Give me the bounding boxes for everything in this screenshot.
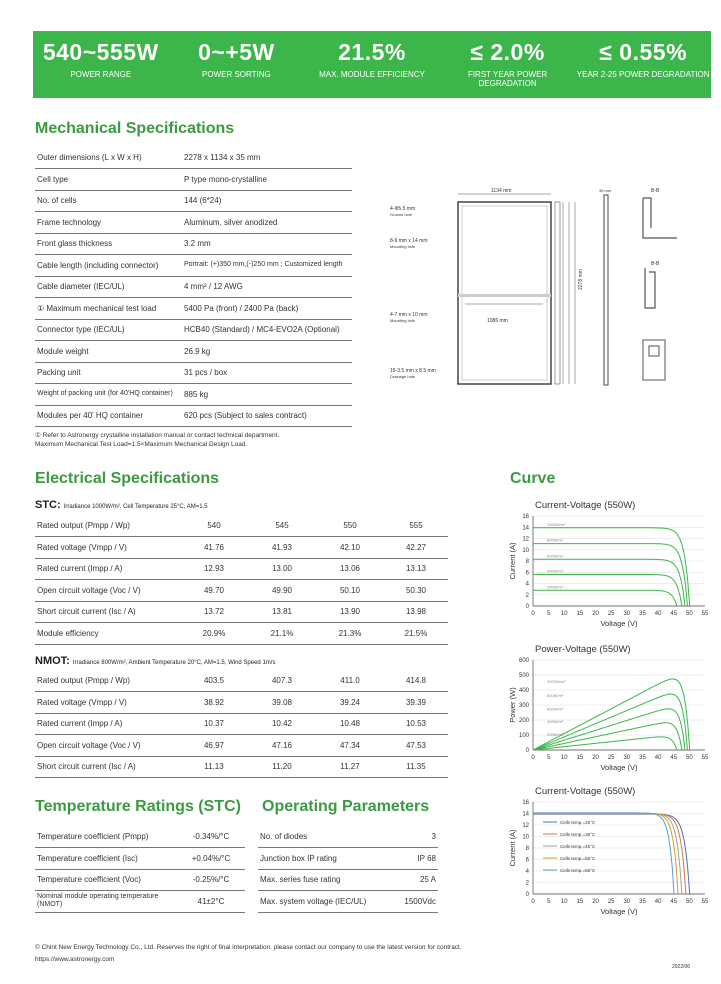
- table-cell: -0.25%/°C: [177, 869, 245, 891]
- table-cell: 25 A: [388, 869, 438, 891]
- y-tick-label: 8: [525, 559, 529, 565]
- y-tick-label: 12: [522, 823, 529, 829]
- section-a-label: B-B: [651, 188, 660, 194]
- table-cell: 13.06: [316, 558, 384, 580]
- table-cell: Open circuit voltage (Voc / V): [35, 580, 180, 602]
- banner-label: YEAR 2-25 POWER DEGRADATION: [576, 70, 710, 79]
- table-cell: 13.13: [384, 558, 448, 580]
- x-axis-label: Voltage (V): [600, 763, 638, 772]
- y-axis-label: Current (A): [508, 829, 517, 867]
- y-tick-label: 2: [525, 880, 529, 887]
- table-cell: Rated voltage (Vmpp / V): [35, 537, 180, 559]
- y-tick-label: 4: [525, 869, 529, 875]
- nmot-conditions: Irradiance 800W/m², Ambient Temperature 20°C, AM=1.5, Wind Speed 1m/s: [72, 660, 276, 666]
- x-tick-label: 0: [531, 899, 535, 905]
- table-cell: 47.34: [316, 735, 384, 757]
- x-tick-label: 50: [686, 755, 693, 761]
- y-tick-label: 10: [522, 834, 529, 841]
- y-tick-label: 400: [518, 688, 529, 694]
- series-line: [533, 814, 682, 895]
- table-cell: 11.13: [180, 756, 248, 778]
- table-cell: 545: [248, 515, 316, 537]
- table-row: [35, 298, 352, 320]
- mount-hole-label-1: Mounting hole: [390, 244, 416, 249]
- table-cell: 403.5: [180, 670, 248, 692]
- legend-label: Cells temp.=25°C: [560, 820, 596, 825]
- table-cell: Max. system voltage (IEC/UL): [258, 891, 388, 913]
- width-dim: 1134 mm: [491, 188, 512, 194]
- table-cell: Rated voltage (Vmpp / V): [35, 692, 180, 714]
- table-row: [35, 558, 448, 580]
- section-b-label: B-B: [651, 261, 660, 267]
- table-row: [35, 692, 448, 714]
- table-cell: Module efficiency: [35, 623, 180, 645]
- table-cell: 38.92: [180, 692, 248, 714]
- table-row: [35, 212, 352, 234]
- table-cell: 411.0: [316, 670, 384, 692]
- table-row: [35, 515, 448, 537]
- mount-hole-dim-2: 4-7 mm x 10 mm: [390, 312, 428, 318]
- table-cell: 4 mm² / 12 AWG: [182, 276, 352, 298]
- stc-table: [35, 515, 448, 645]
- series-label: 1000W/m²: [547, 679, 566, 685]
- x-tick-label: 20: [592, 611, 599, 617]
- series-label: 800W/m²: [547, 693, 564, 699]
- table-cell: Temperature coefficient (Pmpp): [35, 826, 177, 848]
- table-row: [35, 601, 448, 623]
- table-cell: Module weight: [35, 341, 182, 363]
- table-cell: 39.39: [384, 692, 448, 714]
- legend-label: Cells temp.=65°C: [560, 868, 596, 873]
- banner-label: MAX. MODULE EFFICIENCY: [319, 70, 425, 79]
- mech-note: [35, 431, 279, 449]
- table-cell: 41.76: [180, 537, 248, 559]
- x-tick-label: 55: [701, 755, 709, 761]
- table-cell: 13.00: [248, 558, 316, 580]
- x-tick-label: 30: [623, 755, 631, 761]
- table-row: [35, 341, 352, 363]
- chart-title: Power-Voltage (550W): [535, 644, 631, 655]
- table-row: [35, 713, 448, 735]
- nmot-table: [35, 670, 448, 778]
- y-axis-label: Current (A): [508, 542, 517, 580]
- inner-dim: 1086 mm: [487, 318, 508, 324]
- table-row: [35, 190, 352, 212]
- table-cell: 42.27: [384, 537, 448, 559]
- y-tick-label: 16: [522, 514, 529, 520]
- table-row: [35, 756, 448, 778]
- mechanical-title: Mechanical Specifications: [35, 120, 235, 137]
- table-cell: No. of cells: [35, 190, 182, 212]
- banner-cell: [575, 31, 711, 98]
- series-label: 1000W/m²: [547, 521, 566, 527]
- series-line: [533, 813, 678, 894]
- table-cell: Short circuit current (Isc / A): [35, 756, 180, 778]
- series-line: [533, 559, 685, 606]
- table-cell: Rated current (Impp / A): [35, 558, 180, 580]
- table-row: [35, 362, 352, 384]
- table-row: [35, 670, 448, 692]
- x-tick-label: 40: [654, 899, 662, 905]
- table-cell: 13.72: [180, 601, 248, 623]
- stc-conditions: Irradiance 1000W/m², Cell Temperature 25°C, AM=1.5: [63, 504, 208, 510]
- y-tick-label: 14: [522, 811, 529, 818]
- table-cell: 46.97: [180, 735, 248, 757]
- x-tick-label: 15: [576, 611, 584, 617]
- table-cell: 42.10: [316, 537, 384, 559]
- y-tick-label: 6: [525, 570, 529, 577]
- table-cell: Nominal module operating temperature (NMOT): [35, 891, 177, 913]
- doc-code: 2022/06: [672, 964, 691, 970]
- table-cell: No. of diodes: [258, 826, 388, 848]
- temperature-title: Temperature Ratings (STC): [35, 798, 241, 815]
- table-cell: 11.27: [316, 756, 384, 778]
- banner-label: POWER SORTING: [202, 70, 271, 79]
- table-cell: 10.48: [316, 713, 384, 735]
- table-cell: Cable length (including connector): [35, 255, 182, 277]
- x-tick-label: 25: [607, 899, 615, 905]
- table-cell: 1500Vdc: [388, 891, 438, 913]
- y-tick-label: 4: [525, 581, 529, 588]
- chart-title: Current-Voltage (550W): [535, 500, 636, 511]
- table-cell: 47.53: [384, 735, 448, 757]
- operating-table: [258, 826, 438, 913]
- x-tick-label: 50: [686, 899, 693, 905]
- series-line: [533, 709, 685, 750]
- banner-label: FIRST YEAR POWER DEGRADATION: [467, 70, 548, 88]
- table-cell: Modules per 40' HQ container: [35, 405, 182, 427]
- x-tick-label: 0: [531, 611, 535, 617]
- table-cell: 31 pcs / box: [182, 362, 352, 384]
- table-row: [35, 735, 448, 757]
- table-cell: 885 kg: [182, 384, 352, 406]
- series-line: [533, 814, 686, 894]
- x-tick-label: 45: [670, 899, 678, 905]
- series-label: 200W/m²: [547, 584, 564, 590]
- table-cell: 3: [388, 826, 438, 848]
- table-cell: Frame technology: [35, 212, 182, 234]
- table-row: [35, 233, 352, 255]
- table-cell: 47.16: [248, 735, 316, 757]
- banner-value: 0~+5W: [198, 39, 275, 65]
- table-cell: 49.90: [248, 580, 316, 602]
- x-tick-label: 0: [531, 755, 535, 761]
- website-link[interactable]: https://www.astronergy.com: [35, 956, 115, 963]
- y-tick-label: 8: [525, 846, 529, 852]
- table-cell: 21.5%: [384, 623, 448, 645]
- x-tick-label: 50: [686, 611, 693, 617]
- table-cell: Cable diameter (IEC/UL): [35, 276, 182, 298]
- electrical-title: Electrical Specifications: [35, 470, 220, 487]
- table-cell: Temperature coefficient (Voc): [35, 869, 177, 891]
- x-tick-label: 35: [639, 611, 646, 617]
- stc-label: STC:: [35, 499, 61, 511]
- mount-hole-dim-1: 8-9 mm x 14 mm: [390, 238, 428, 244]
- x-tick-label: 45: [670, 611, 678, 617]
- x-tick-label: 55: [701, 899, 709, 905]
- y-tick-label: 0: [525, 748, 529, 754]
- table-cell: 39.24: [316, 692, 384, 714]
- table-cell: Weight of packing unit (for 40'HQ container): [35, 384, 182, 406]
- table-row: [258, 826, 438, 848]
- series-label: 400W/m²: [547, 568, 564, 574]
- table-cell: Outer dimensions (L x W x H): [35, 147, 182, 169]
- drain-hole-dim: 16-3.5 mm x 8.5 mm: [390, 368, 436, 374]
- x-axis-label: Voltage (V): [600, 619, 638, 628]
- table-cell: 540: [180, 515, 248, 537]
- operating-title: Operating Parameters: [262, 798, 430, 815]
- table-cell: 555: [384, 515, 448, 537]
- table-row: [35, 405, 352, 427]
- table-row: [35, 580, 448, 602]
- table-cell: 3.2 mm: [182, 233, 352, 255]
- y-tick-label: 100: [518, 733, 529, 739]
- pv-irradiance-chart: [505, 638, 715, 780]
- y-tick-label: 500: [518, 673, 529, 679]
- table-cell: 13.98: [384, 601, 448, 623]
- series-label: 800W/m²: [547, 537, 564, 543]
- side-dim: 35 mm: [599, 188, 612, 193]
- table-cell: Short circuit current (Isc / A): [35, 601, 180, 623]
- iv-irradiance-chart: [505, 494, 715, 638]
- table-cell: 144 (6*24): [182, 190, 352, 212]
- table-cell: 407.3: [248, 670, 316, 692]
- table-row: [35, 147, 352, 169]
- table-cell: ① Maximum mechanical test load: [35, 298, 182, 320]
- x-tick-label: 10: [560, 755, 568, 761]
- table-cell: 11.20: [248, 756, 316, 778]
- y-tick-label: 200: [518, 718, 529, 724]
- legend-label: Cells temp.=35°C: [560, 832, 596, 837]
- x-tick-label: 40: [654, 755, 662, 761]
- y-tick-label: 2: [525, 592, 529, 599]
- table-row: [258, 869, 438, 891]
- table-row: [35, 848, 245, 870]
- table-row: [35, 891, 245, 913]
- x-tick-label: 35: [639, 899, 646, 905]
- table-cell: 13.81: [248, 601, 316, 623]
- series-line: [533, 679, 690, 750]
- banner-label: POWER RANGE: [70, 70, 132, 79]
- mech-note-1: ① Refer to Astronergy crystalline installation manual or contact technical department.: [35, 432, 280, 439]
- x-tick-label: 5: [546, 611, 551, 617]
- series-label: 400W/m²: [547, 719, 564, 725]
- table-row: [35, 169, 352, 191]
- spec-banner: [33, 31, 711, 98]
- table-cell: 5400 Pa (front) / 2400 Pa (back): [182, 298, 352, 320]
- table-cell: 2278 x 1134 x 35 mm: [182, 147, 352, 169]
- copyright: © Chint New Energy Technology Co., Ltd. Reserves the right of final interpretation. please contact our company to use the latest version for contract.: [35, 944, 462, 951]
- x-axis-label: Voltage (V): [600, 907, 638, 916]
- table-cell: +0.04%/°C: [177, 848, 245, 870]
- table-cell: 49.70: [180, 580, 248, 602]
- table-cell: IP 68: [388, 848, 438, 870]
- table-cell: 10.37: [180, 713, 248, 735]
- x-tick-label: 15: [576, 755, 584, 761]
- banner-value: ≤ 0.55%: [599, 39, 688, 65]
- banner-value: 540~555W: [42, 39, 159, 65]
- table-cell: 550: [316, 515, 384, 537]
- temperature-table: [35, 826, 245, 913]
- x-tick-label: 10: [560, 899, 568, 905]
- y-tick-label: 10: [522, 547, 529, 554]
- banner-cell: [440, 31, 576, 98]
- table-cell: Junction box IP rating: [258, 848, 388, 870]
- x-tick-label: 30: [623, 611, 631, 617]
- table-cell: Max. series fuse rating: [258, 869, 388, 891]
- x-tick-label: 35: [639, 755, 646, 761]
- series-label: 600W/m²: [547, 553, 564, 559]
- ground-hole-label: Ground hole: [390, 212, 413, 217]
- table-cell: Aluminum, silver anodized: [182, 212, 352, 234]
- table-cell: 13.90: [316, 601, 384, 623]
- banner-cell: [304, 31, 440, 98]
- x-tick-label: 20: [592, 755, 599, 761]
- mount-hole-label-2: Mounting hole: [390, 318, 416, 323]
- table-cell: Connector type (IEC/UL): [35, 319, 182, 341]
- table-cell: HCB40 (Standard) / MC4-EVO2A (Optional): [182, 319, 352, 341]
- x-tick-label: 45: [670, 755, 678, 761]
- table-cell: P type mono-crystalline: [182, 169, 352, 191]
- table-cell: Open circuit voltage (Voc / V): [35, 735, 180, 757]
- table-cell: Rated output (Pmpp / Wp): [35, 670, 180, 692]
- banner-value: 21.5%: [338, 39, 406, 65]
- mechanical-table: [35, 147, 352, 427]
- y-tick-label: 0: [525, 892, 529, 898]
- legend-label: Cells temp.=45°C: [560, 844, 596, 849]
- series-label: 600W/m²: [547, 706, 564, 712]
- x-tick-label: 10: [560, 611, 568, 617]
- legend-label: Cells temp.=55°C: [560, 856, 596, 861]
- table-row: [35, 537, 448, 559]
- x-tick-label: 55: [701, 611, 709, 617]
- table-row: [35, 255, 352, 277]
- table-cell: Rated output (Pmpp / Wp): [35, 515, 180, 537]
- banner-cell: [33, 31, 169, 98]
- table-cell: Portrait: (+)350 mm,(-)250 mm ; Customized length: [182, 255, 352, 277]
- table-cell: 12.93: [180, 558, 248, 580]
- y-tick-label: 6: [525, 857, 529, 864]
- table-row: [35, 623, 448, 645]
- table-cell: 10.42: [248, 713, 316, 735]
- table-cell: 50.30: [384, 580, 448, 602]
- table-cell: 620 pcs (Subject to sales contract): [182, 405, 352, 427]
- table-cell: 21.1%: [248, 623, 316, 645]
- mech-note-2: Maximum Mechanical Test Load=1.5×Maximum Mechanical Design Load.: [35, 441, 248, 448]
- nmot-label: NMOT:: [35, 655, 70, 667]
- x-tick-label: 15: [576, 899, 584, 905]
- y-tick-label: 600: [518, 658, 529, 664]
- series-label: 200W/m²: [547, 732, 564, 738]
- x-tick-label: 5: [546, 755, 551, 761]
- x-tick-label: 20: [592, 899, 599, 905]
- table-cell: 10.53: [384, 713, 448, 735]
- y-tick-label: 300: [518, 703, 529, 709]
- table-row: [35, 869, 245, 891]
- y-axis-label: Power (W): [508, 687, 517, 723]
- table-cell: Packing unit: [35, 362, 182, 384]
- table-cell: 21.3%: [316, 623, 384, 645]
- x-tick-label: 25: [607, 611, 615, 617]
- table-cell: 20.9%: [180, 623, 248, 645]
- series-line: [533, 590, 677, 606]
- banner-value: ≤ 2.0%: [470, 39, 545, 65]
- table-row: [35, 319, 352, 341]
- table-cell: 11.35: [384, 756, 448, 778]
- table-cell: Front glass thickness: [35, 233, 182, 255]
- drain-hole-label: Drainage hole: [390, 374, 415, 379]
- x-tick-label: 5: [546, 899, 551, 905]
- y-tick-label: 0: [525, 604, 529, 610]
- table-cell: 414.8: [384, 670, 448, 692]
- y-tick-label: 16: [522, 800, 529, 806]
- iv-temperature-chart: [505, 780, 715, 928]
- table-cell: Rated current (Impp / A): [35, 713, 180, 735]
- table-cell: 41.93: [248, 537, 316, 559]
- table-row: [258, 891, 438, 913]
- table-row: [258, 848, 438, 870]
- ground-hole-dim: 4-Φ5.5 mm: [390, 206, 416, 212]
- nmot-header: [35, 655, 275, 667]
- table-row: [35, 384, 352, 406]
- x-tick-label: 25: [607, 755, 615, 761]
- table-cell: 26.9 kg: [182, 341, 352, 363]
- stc-header: [35, 499, 208, 511]
- banner-cell: [169, 31, 305, 98]
- height-dim: 2278 mm: [578, 269, 584, 290]
- y-tick-label: 14: [522, 525, 529, 532]
- curve-title: Curve: [510, 470, 556, 487]
- table-cell: 39.08: [248, 692, 316, 714]
- table-cell: Cell type: [35, 169, 182, 191]
- chart-title: Current-Voltage (550W): [535, 786, 636, 797]
- table-cell: -0.34%/°C: [177, 826, 245, 848]
- table-cell: 41±2°C: [177, 891, 245, 913]
- table-cell: Temperature coefficient (Isc): [35, 848, 177, 870]
- table-cell: 50.10: [316, 580, 384, 602]
- module-drawing: [385, 180, 685, 395]
- x-tick-label: 30: [623, 899, 631, 905]
- x-tick-label: 40: [654, 611, 662, 617]
- table-row: [35, 276, 352, 298]
- y-tick-label: 12: [522, 536, 529, 543]
- table-row: [35, 826, 245, 848]
